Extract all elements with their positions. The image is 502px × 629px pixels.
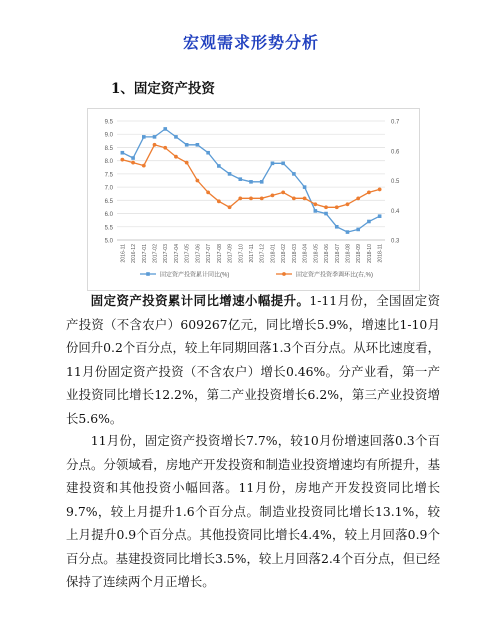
- series-1-point: [196, 143, 200, 147]
- series-2-point: [142, 164, 146, 168]
- series-1-point: [249, 180, 253, 184]
- paragraph-2: [66, 429, 440, 594]
- series-1-point: [303, 185, 307, 189]
- paragraph-1-text: 1-11月份，全国固定资产投资（不含农户）609267亿元，同比增长5.9%，增速比1-10月份回升0.2个百分点，较上年同期回落1.3个百分点。从环比速度看，11月份固定资产投资（不含农户）增长0.46%。分产业看，第一产业投资同比增长12.2%，第二产业投资增长6.2%，第三产业投资增长5.6%。: [66, 293, 440, 426]
- y-left-tick-label: 6.5: [104, 198, 113, 205]
- series-1-point: [335, 225, 339, 229]
- y-left-tick-label: 8.0: [104, 159, 113, 166]
- series-1-point: [163, 127, 167, 131]
- series-1-point: [378, 214, 382, 218]
- x-tick-label: 2017-07: [206, 244, 213, 264]
- series-2-point: [367, 191, 371, 195]
- y-right-tick-label: 0.5: [391, 179, 400, 185]
- series-1-point: [346, 230, 350, 234]
- series-1-point: [206, 151, 210, 155]
- series-2-point: [185, 161, 189, 165]
- x-tick-label: 2018-08: [345, 244, 352, 264]
- x-tick-label: 2018-03: [291, 244, 298, 264]
- series-2-point: [238, 196, 242, 200]
- x-tick-label: 2016-11: [120, 244, 127, 263]
- x-tick-label: 2017-11: [249, 244, 255, 263]
- series-1-point: [121, 151, 125, 155]
- series-2-point: [163, 146, 167, 150]
- series-1-point: [356, 228, 360, 232]
- series-1-point: [217, 164, 221, 168]
- x-tick-label: 2018-10: [366, 244, 373, 264]
- series-1-point: [324, 212, 328, 216]
- x-tick-label: 2017-01: [141, 244, 148, 264]
- legend-swatch-marker: [282, 272, 286, 276]
- series-1-point: [271, 162, 275, 166]
- series-2-point: [324, 205, 328, 209]
- series-2-point: [131, 161, 135, 165]
- x-tick-label: 2017-08: [216, 244, 223, 264]
- y-right-tick-label: 0.4: [391, 208, 400, 215]
- paragraph-1-lead: 固定资产投资累计同比增速小幅提升。: [90, 293, 310, 308]
- series-2-point: [313, 202, 317, 206]
- x-tick-label: 2017-04: [173, 244, 180, 264]
- x-tick-label: 2018-02: [281, 244, 288, 264]
- series-2-point: [228, 205, 232, 209]
- y-right-tick-label: 0.3: [391, 238, 400, 245]
- y-left-tick-label: 9.0: [104, 132, 113, 139]
- legend-label: 固定资产投资季调环比(右,%): [296, 272, 373, 279]
- y-left-tick-label: 5.0: [104, 238, 113, 245]
- paragraph-1: [66, 289, 440, 430]
- series-2-point: [346, 202, 350, 206]
- x-tick-label: 2018-07: [334, 244, 341, 264]
- series-1-point: [153, 135, 157, 139]
- series-1-point: [185, 143, 189, 147]
- series-1-point: [367, 220, 371, 224]
- x-tick-label: 2017-10: [238, 244, 245, 264]
- x-tick-label: 2017-09: [227, 244, 234, 264]
- y-left-tick-label: 7.0: [104, 185, 113, 192]
- y-right-tick-label: 0.7: [391, 119, 400, 126]
- paragraph-2-text: 11月份，固定资产投资增长7.7%，较10月份增速回落0.3个百分点。分领域看，房地产开发投资和制造业投资增速均有所提升，基建投资和其他投资小幅回落。11月份，房地产开发投资同比增长9.7%，较上月提升1.6个百分点。制造业投资同比增长13.1%，较上月提升0.9个百分点。其他投资同比增长4.4%，较上月回落0.9个百分点。基建投资同比增长3.5%，较上月回落2.4个百分点，但已经保持了连续两个月正增长。: [66, 433, 440, 589]
- series-2-point: [120, 158, 124, 162]
- x-tick-label: 2017-06: [195, 244, 202, 264]
- y-left-tick-label: 6.0: [104, 212, 113, 219]
- legend-label: 固定资产投资累计同比(%): [160, 272, 230, 279]
- x-tick-label: 2018-05: [313, 244, 320, 264]
- chart-svg: [88, 109, 419, 290]
- y-right-tick-label: 0.6: [391, 149, 400, 156]
- legend-swatch-marker: [146, 272, 150, 276]
- x-tick-label: 2017-12: [259, 244, 266, 264]
- series-1-point: [131, 156, 135, 160]
- series-2-point: [292, 196, 296, 200]
- series-2-point: [271, 193, 275, 197]
- series-1-point: [260, 180, 264, 184]
- x-tick-label: 2018-04: [302, 244, 309, 264]
- series-2-point: [335, 205, 339, 209]
- series-2-point: [206, 191, 210, 195]
- series-2-point: [217, 199, 221, 203]
- series-2-point: [281, 191, 285, 195]
- series-2-point: [303, 196, 307, 200]
- x-tick-label: 2018-01: [270, 244, 277, 264]
- section-heading: 1、固定资产投资: [111, 81, 215, 97]
- page-title: 宏观需求形势分析: [182, 33, 319, 52]
- series-2-point: [153, 143, 157, 147]
- y-left-tick-label: 7.5: [104, 172, 113, 179]
- x-tick-label: 2018-06: [324, 243, 331, 264]
- series-2-point: [260, 196, 264, 200]
- series-1-point: [281, 162, 285, 166]
- series-2-point: [249, 196, 253, 200]
- x-tick-label: 2016-12: [131, 244, 138, 264]
- series-1-point: [174, 135, 178, 139]
- fixed-asset-investment-chart: [87, 108, 420, 291]
- y-left-tick-label: 8.5: [104, 145, 113, 152]
- series-2-point: [196, 179, 200, 183]
- series-2-point: [356, 196, 360, 200]
- series-1-point: [292, 172, 296, 176]
- series-1-point: [228, 172, 232, 176]
- x-tick-label: 2017-03: [163, 244, 170, 264]
- x-tick-label: 2017-05: [184, 244, 191, 264]
- series-1-point: [238, 177, 242, 181]
- series-1-point: [142, 135, 146, 139]
- series-1-point: [314, 209, 318, 213]
- y-left-tick-label: 9.5: [104, 119, 113, 126]
- x-tick-label: 2018-11: [377, 244, 384, 263]
- x-tick-label: 2017-02: [152, 244, 159, 264]
- series-2-point: [174, 155, 178, 159]
- x-tick-label: 2018-09: [356, 244, 363, 264]
- series-2-point: [378, 188, 382, 192]
- y-left-tick-label: 5.5: [104, 225, 113, 232]
